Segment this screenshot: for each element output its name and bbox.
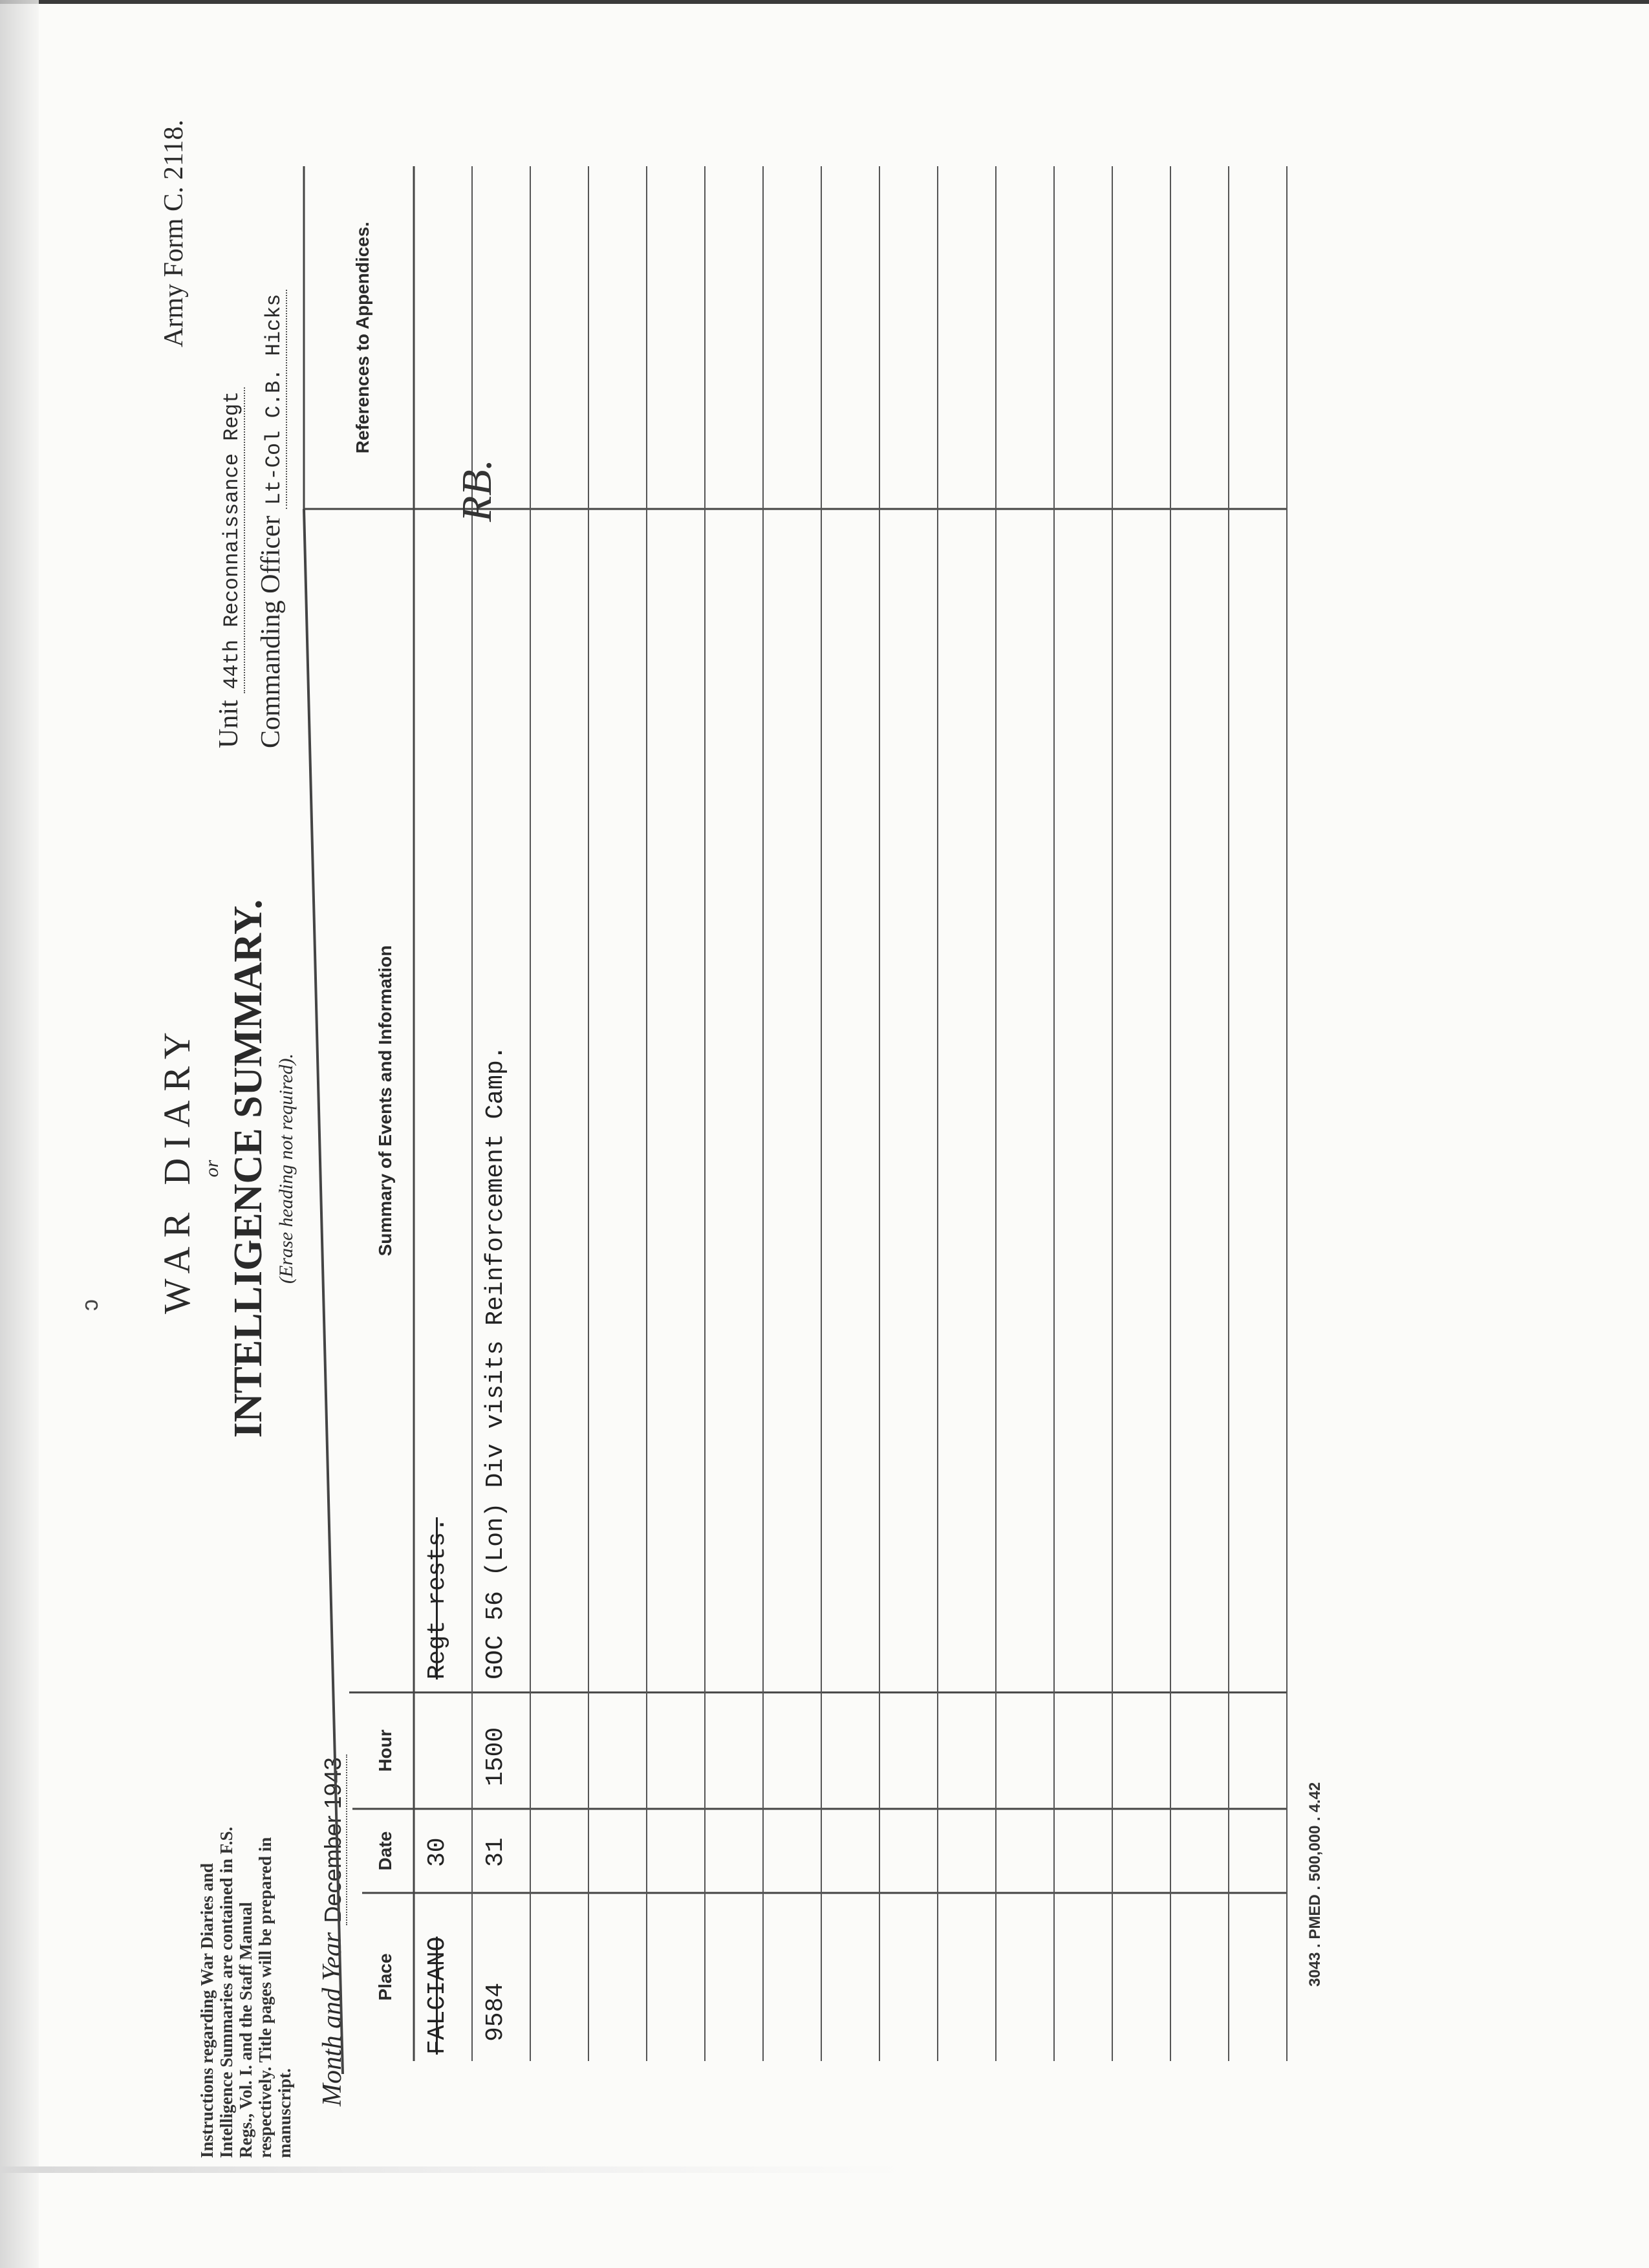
entry-1-summary: Regt rests. (424, 1517, 451, 1679)
war-diary-heading: WAR DIARY (156, 1023, 198, 1314)
erase-note: (Erase heading not required). (275, 1053, 297, 1284)
instructions-text: Instructions regarding War Diaries and Intelligence Summaries are contained in F.S. Regs., Vol. I. and the Staff Manual respectively. Title pages will be prepared in manuscript. (197, 1826, 294, 2158)
commanding-officer-value: Lt-Col C.B. Hicks (262, 290, 287, 508)
commanding-officer-label: Commanding Officer (256, 515, 286, 748)
unit-label: Unit (214, 700, 244, 748)
table-top-rule (304, 509, 343, 2074)
row-rules (472, 166, 1287, 2061)
war-diary-form (0, 120, 1358, 2268)
stamp-mark: ↄ (76, 1299, 103, 1311)
unit-value: 44th Reconnaissance Regt (220, 387, 245, 693)
month-year-value: December 1943 (319, 1755, 347, 1925)
entry-1-date: 30 (424, 1837, 451, 1867)
month-year-label: Month and Year (318, 1932, 347, 2106)
entry-2-hour: 1500 (482, 1727, 510, 1786)
column-header-hour: Hour (375, 1729, 395, 1772)
army-form-number: Army Form C. 2118. (159, 120, 189, 347)
intelligence-summary-heading: INTELLIGENCE SUMMARY. (226, 899, 270, 1438)
column-header-references: References to Appendices. (352, 221, 372, 454)
column-header-date: Date (375, 1831, 395, 1871)
handwritten-initials: RB. (453, 459, 501, 522)
scan-edge-top (0, 0, 1649, 4)
entry-2-date: 31 (482, 1837, 510, 1867)
column-header-summary: Summary of Events and Information (375, 945, 395, 1257)
diary-table-grid (0, 134, 1358, 2268)
entry-2-place: 9584 (482, 1982, 510, 2042)
entry-2-summary: GOC 56 (Lon) Div visits Reinforcement Camp. (482, 1045, 510, 1679)
printer-imprint: 3043 . PMED . 500,000 . 4.42 (1306, 1782, 1324, 1987)
column-header-place: Place (375, 1953, 395, 2001)
or-word: or (201, 1160, 222, 1178)
entry-1-place: FALCIANO (424, 1936, 451, 2055)
